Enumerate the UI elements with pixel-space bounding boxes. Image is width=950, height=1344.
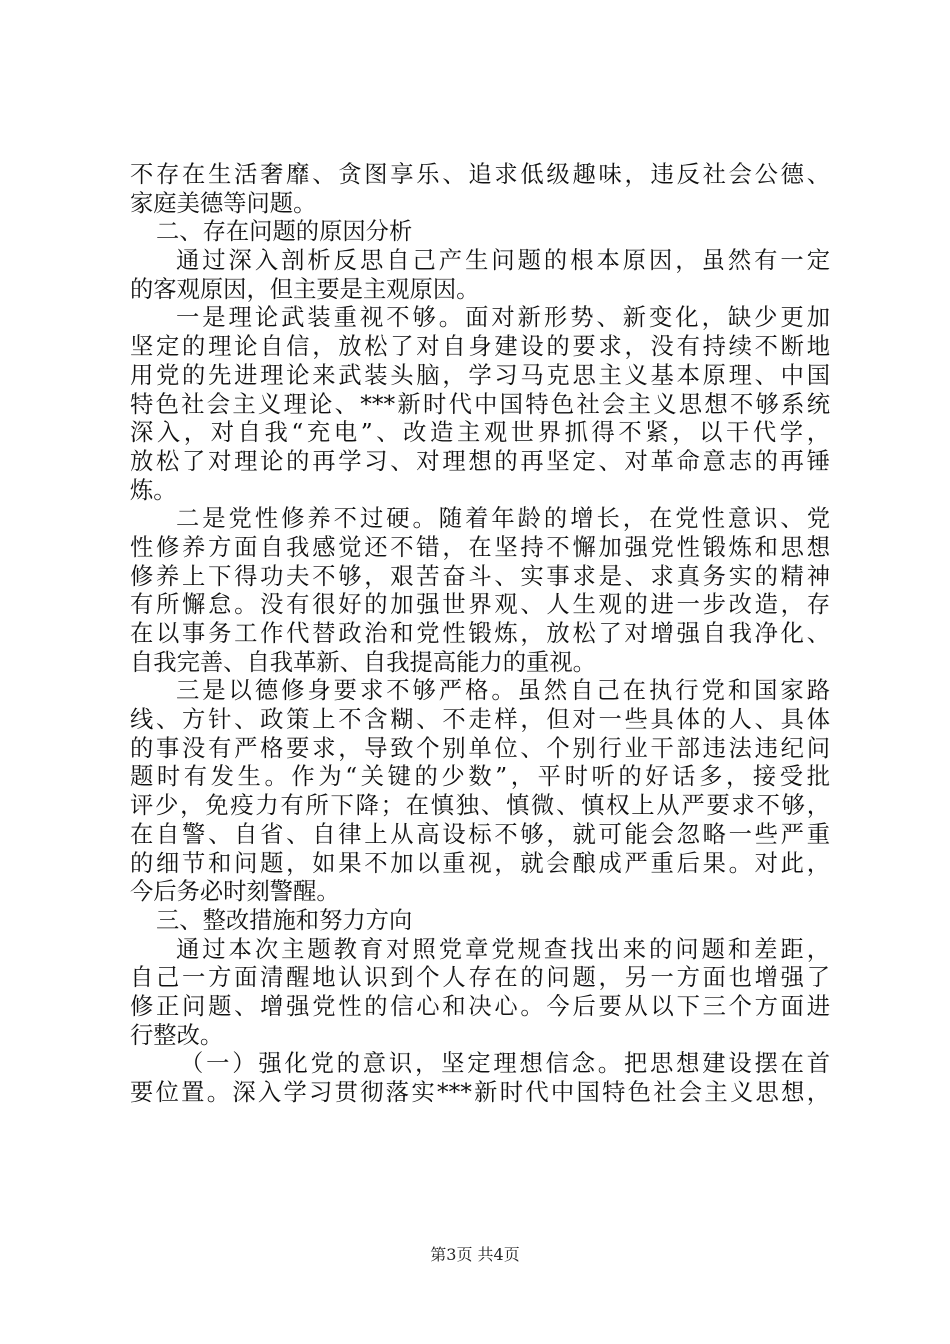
paragraph-first-line: 三是以德修身要求不够严格。虽然自己在执行党和国家路	[176, 677, 830, 705]
text-line: 线、方针、政策上不含糊、不走样，但对一些具体的人、具体	[130, 706, 830, 734]
text-line: 今后务必时刻警醒。	[130, 878, 340, 906]
text-line: 修正问题、增强党性的信心和决心。今后要从以下三个方面进	[130, 992, 830, 1020]
text-line: 有所懈怠。没有很好的加强世界观、人生观的进一步改造，存	[130, 591, 830, 619]
document-body	[130, 161, 830, 1108]
text-line: 性修养方面自我感觉还不错，在坚持不懈加强党性锻炼和思想	[130, 533, 830, 561]
text-line: 深入，对自我“充电”、改造主观世界抓得不紧，以干代学，	[130, 419, 830, 447]
text-line: 不存在生活奢靡、贪图享乐、追求低级趣味，违反社会公德、	[130, 161, 830, 188]
text-line: 要位置。深入学习贯彻落实***新时代中国特色社会主义思想，	[130, 1079, 830, 1106]
page-number-footer: 第3页 共4页	[430, 1245, 520, 1264]
text-line: 自我完善、自我革新、自我提高能力的重视。	[130, 648, 596, 676]
subsection-first-line: （一）强化党的意识，坚定理想信念。把思想建设摆在首	[180, 1050, 830, 1078]
paragraph-first-line: 一是理论武装重视不够。面对新形势、新变化，缺少更加	[176, 304, 830, 332]
text-line: 修养上下得功夫不够，艰苦奋斗、实事求是、求真务实的精神	[130, 562, 830, 590]
text-line: 坚定的理论自信，放松了对自身建设的要求，没有持续不断地	[130, 333, 830, 361]
paragraph-first-line: 通过深入剖析反思自己产生问题的根本原因，虽然有一定	[176, 247, 830, 275]
text-line: 的事没有严格要求，导致个别单位、个别行业干部违法违纪问	[130, 734, 830, 762]
text-line: 特色社会主义理论、***新时代中国特色社会主义思想不够系统	[130, 390, 830, 418]
text-line: 用党的先进理论来武装头脑，学习马克思主义基本原理、中国	[130, 361, 830, 389]
paragraph-first-line: 二是党性修养不过硬。随着年龄的增长，在党性意识、党	[176, 505, 830, 533]
text-line: 在自警、自省、自律上从高设标不够，就可能会忽略一些严重	[130, 820, 830, 848]
text-line: 的客观原因，但主要是主观原因。	[130, 275, 480, 303]
text-line: 评少，免疫力有所下降；在慎独、慎微、慎权上从严要求不够，	[130, 792, 830, 820]
text-line: 的细节和问题，如果不加以重视，就会酿成严重后果。对此，	[130, 849, 830, 877]
text-line: 在以事务工作代替政治和党性锻炼，放松了对增强自我净化、	[130, 620, 830, 647]
section-heading: 二、存在问题的原因分析	[156, 218, 413, 246]
text-line: 题时有发生。作为“关键的少数”，平时听的好话多，接受批	[130, 763, 830, 791]
paragraph-first-line: 通过本次主题教育对照党章党规查找出来的问题和差距，	[176, 935, 830, 963]
text-line: 放松了对理论的再学习、对理想的再坚定、对革命意志的再锤	[130, 447, 830, 475]
text-line: 自己一方面清醒地认识到个人存在的问题，另一方面也增强了	[130, 964, 830, 992]
text-line: 行整改。	[130, 1021, 224, 1049]
section-heading: 三、整改措施和努力方向	[156, 906, 413, 934]
text-line: 家庭美德等问题。	[130, 189, 317, 217]
text-line: 炼。	[130, 476, 177, 504]
